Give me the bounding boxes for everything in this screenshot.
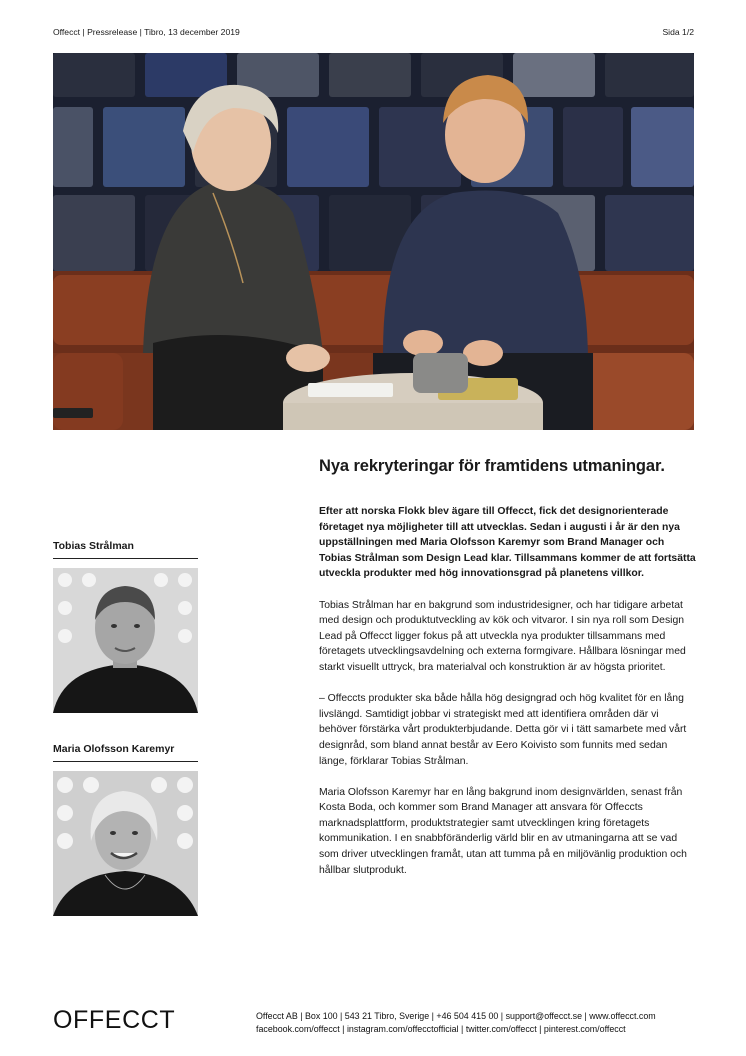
portrait-photo <box>53 568 198 713</box>
article-headline: Nya rekryteringar för framtidens utmaningar. <box>319 457 665 475</box>
contact-line: Offecct AB | Box 100 | 543 21 Tibro, Sverige | +46 504 415 00 | support@offecct.se | www.offecct.com <box>256 1011 656 1021</box>
header-meta: Offecct | Pressrelease | Tibro, 13 december 2019 <box>53 27 240 37</box>
offecct-logo: OFFECCT <box>53 1006 176 1034</box>
body-paragraph: Maria Olofsson Karemyr har en lång bakgrund inom designvärlden, senast från Kosta Boda, och kommer som Brand Manager att ansvara för Offeccts marknadsplattform, produktstrategier samt utvecklingen kring företagets kommunikation. I en snabbföränderlig värld blir en av utmaningarna att se vad som driver utvecklingen framåt, utan att tumma på en miljövänlig produktion och hållbar slutprodukt. <box>319 786 687 876</box>
hero-photo <box>53 53 694 430</box>
profile-tobias <box>53 540 198 713</box>
profile-name: Tobias Strålman <box>53 540 198 559</box>
profile-maria <box>53 743 198 916</box>
body-paragraph: Tobias Strålman har en bakgrund som industridesigner, och har tidigare arbetat med design och produktutveckling av kök och vitvaror. I sin nya roll som Design Lead på Offecct ligger fokus på att utveckla nya produkter tillsammans med företagets utvecklingsavdelning och externa formgivare. Hållbara lösningar med starkt visuellt uttryck, bra materialval och konstruktion är av högsta prioritet. <box>319 599 686 673</box>
footer-contact <box>256 1010 696 1035</box>
profile-name: Maria Olofsson Karemyr <box>53 743 198 762</box>
page-number: Sida 1/2 <box>662 27 694 37</box>
social-line: facebook.com/offecct | instagram.com/offecctofficial | twitter.com/offecct | pinterest.com/offecct <box>256 1023 626 1034</box>
portrait-photo <box>53 771 198 916</box>
lead-paragraph: Efter att norska Flokk blev ägare till Offecct, fick det designorienterade företaget nya möjligheter till att utvecklas. Sedan i augusti i år är den nya uppställningen med Maria Olofsson Karemyr som Brand Manager och Tobias Strålman som Design Lead klar. Tillsammans kommer de att fortsätta utveckla produkter med hög innovationsgrad på planetens villkor. <box>319 506 696 580</box>
quote-paragraph: – Offeccts produkter ska både hålla hög designgrad och hög kvalitet för en lång livslängd. Samtidigt jobbar vi strategiskt med att identifiera områden där vi behöver förstärka vårt produkterbjudande. Detta gör vi i tätt samarbete med vårt designråd, som bland annat består av Eero Koivisto som funnits med sedan länge, förklarar Tobias Strålman. <box>319 693 687 767</box>
article-body <box>319 504 697 894</box>
